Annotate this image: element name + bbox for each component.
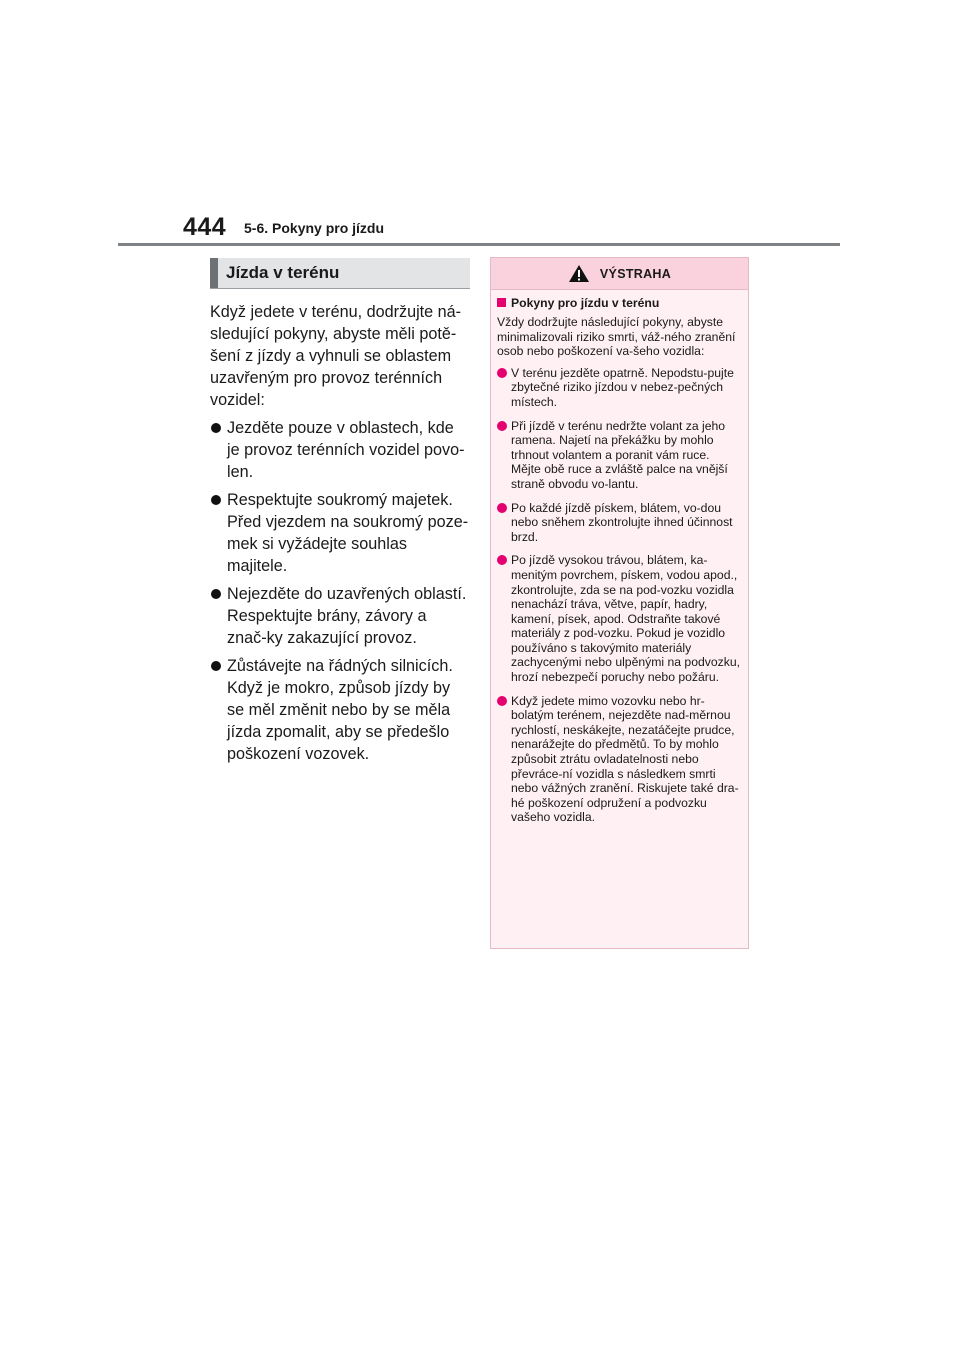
pink-bullet-icon bbox=[497, 421, 507, 431]
list-item-text: V terénu jezděte opatrně. Nepodstu-pujte zbytečné riziko jízdou v nebez-pečných místech. bbox=[511, 365, 734, 409]
list-item-text: Nejezděte do uzavřených oblastí. Respektujte brány, závory a znač-ky zakazující provoz. bbox=[227, 585, 467, 647]
header-divider bbox=[118, 243, 840, 246]
heading-accent-bar bbox=[210, 258, 218, 288]
warning-body bbox=[491, 290, 748, 825]
list-item bbox=[497, 366, 742, 410]
warning-subheading-text: Pokyny pro jízdu v terénu bbox=[511, 296, 660, 310]
bullet-icon bbox=[211, 495, 221, 505]
warning-triangle-icon bbox=[568, 264, 590, 283]
square-bullet-icon bbox=[497, 298, 506, 307]
warning-list bbox=[497, 366, 742, 825]
list-item bbox=[210, 655, 470, 765]
offroad-section bbox=[210, 258, 470, 771]
pink-bullet-icon bbox=[497, 368, 507, 378]
section-heading: Jízda v terénu bbox=[226, 263, 340, 282]
list-item-text: Respektujte soukromý majetek. Před vjezdem na soukromý poze-mek si vyžádejte souhlas majitele. bbox=[227, 491, 469, 575]
warning-title: VÝSTRAHA bbox=[599, 266, 672, 281]
list-item bbox=[210, 417, 470, 483]
list-item bbox=[210, 489, 470, 577]
section-heading-box bbox=[210, 258, 470, 289]
list-item-text: Při jízdě v terénu nedržte volant za jeho ramena. Najetí na překážku by mohlo trhnout volantem a poranit vám ruce. Mějte obě ruce a zvláště palce na vnější straně obvodu vo-lantu. bbox=[511, 418, 728, 491]
warning-intro: Vždy dodržujte následující pokyny, abyste minimalizovali riziko smrti, váž-ného zranění osob nebo poškození va-šeho vozidla: bbox=[497, 315, 736, 359]
warning-header bbox=[491, 258, 748, 290]
guideline-list bbox=[210, 417, 470, 765]
bullet-icon bbox=[211, 589, 221, 599]
list-item bbox=[497, 694, 742, 825]
bullet-icon bbox=[211, 423, 221, 433]
list-item-text: Zůstávejte na řádných silnicích. Když je mokro, způsob jízdy by se měl změnit nebo by se měla jízda zpomalit, aby se předešlo poškození vozovek. bbox=[227, 657, 453, 763]
list-item bbox=[497, 419, 742, 492]
warning-subheading bbox=[497, 295, 742, 311]
list-item-text: Po každé jízdě pískem, blátem, vo-dou nebo sněhem zkontrolujte ihned účinnost brzd. bbox=[511, 500, 733, 544]
pink-bullet-icon bbox=[497, 696, 507, 706]
list-item bbox=[210, 583, 470, 649]
section-title: 5-6. Pokyny pro jízdu bbox=[244, 220, 385, 236]
intro-paragraph: Když jedete v terénu, dodržujte ná-sledující pokyny, abyste měli potě-šení z jízdy a vyhnuli se oblastem uzavřeným pro provoz terénních vozidel: bbox=[210, 303, 462, 409]
list-item-text: Jezděte pouze v oblastech, kde je provoz terénních vozidel povo-len. bbox=[227, 419, 465, 481]
bullet-icon bbox=[211, 661, 221, 671]
list-item bbox=[497, 501, 742, 545]
warning-box bbox=[490, 257, 749, 949]
page-number: 444 bbox=[183, 213, 227, 241]
pink-bullet-icon bbox=[497, 555, 507, 565]
pink-bullet-icon bbox=[497, 503, 507, 513]
list-item-text: Po jízdě vysokou trávou, blátem, ka-menitým povrchem, pískem, vodou apod., zkontrolujte, zda se na pod-vozku vozidla nenachází tráva, větve, papír, hadry, kamení, písek, apod. Odstraňte takové materiály z pod-vozku. Pokud je vozidlo používáno s takovýmito materiály zachycenými nebo ulpěnými na podvozku, hrozí nebezpečí poruchy nebo požáru. bbox=[511, 553, 740, 685]
list-item bbox=[497, 553, 742, 684]
list-item-text: Když jedete mimo vozovku nebo hr-bolatým terénem, nejezděte nad-měrnou rychlostí, neskákejte, nezatáčejte prudce, nenarážejte do předmětů. To by mohlo způsobit ztrátu ovladatelnosti nebo převráce-ní vozidla s následkem smrti nebo vážných zranění. Riskujete také dra-hé poškození odpružení a podvozku vašeho vozidla. bbox=[511, 693, 739, 825]
